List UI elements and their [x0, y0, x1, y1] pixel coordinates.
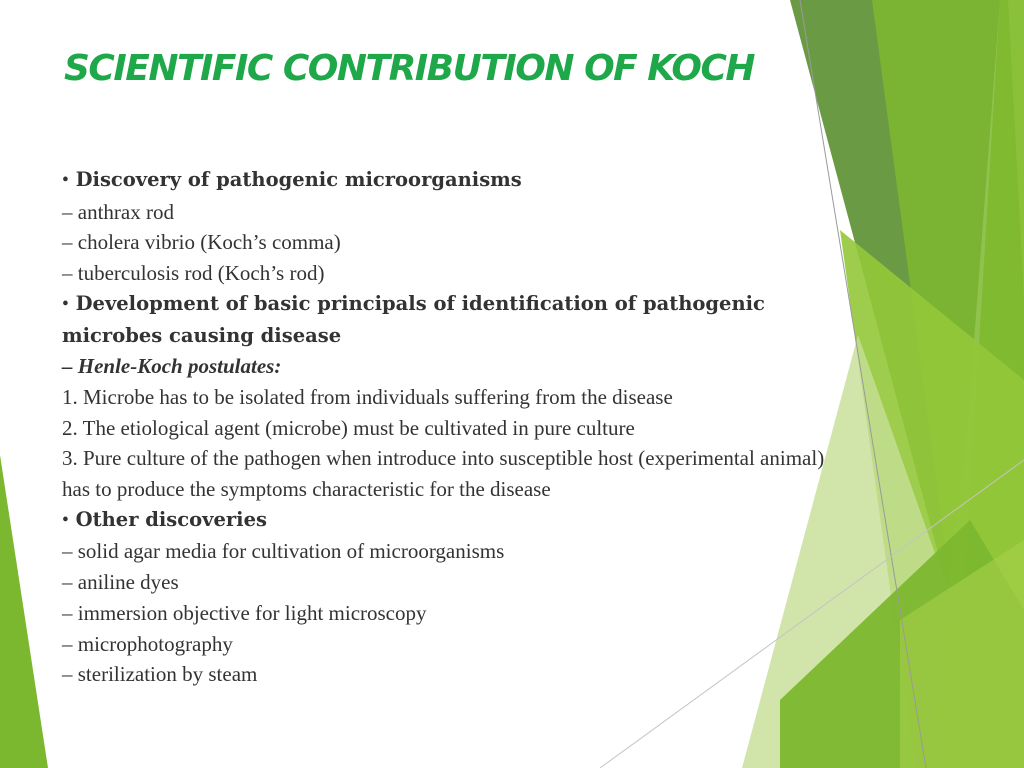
other-heading: Other discoveries — [75, 507, 267, 531]
postulates-heading: – Henle-Koch postulates: — [62, 354, 282, 379]
discovery-heading: Discovery of pathogenic microorganisms — [75, 168, 522, 191]
postulate-item: 3. Pure culture of the pathogen when introduce into susceptible host (experimental animal) has to produce the symptoms characteristic for the disease — [62, 446, 825, 502]
postulate-item: 1. Microbe has to be isolated from individuals suffering from the disease — [62, 384, 673, 409]
development-heading: Development of basic principals of identification of pathogenic microbes causing disease — [62, 291, 765, 347]
bullet-dot: • — [62, 170, 69, 191]
list-item: – microphotography — [62, 631, 233, 656]
list-item: – immersion objective for light microscopy — [62, 600, 427, 625]
decor-shape-bottom-left — [0, 455, 48, 768]
list-item: – solid agar media for cultivation of microorganisms — [62, 539, 505, 564]
list-item: – cholera vibrio (Koch’s comma) — [62, 230, 341, 255]
slide-title: SCIENTIFIC CONTRIBUTION OF KOCH — [64, 48, 755, 89]
list-item: – tuberculosis rod (Koch’s rod) — [62, 261, 325, 286]
bullet-heading-discovery — [62, 165, 832, 197]
list-item: – anthrax rod — [62, 199, 174, 224]
postulate-item: 2. The etiological agent (microbe) must be cultivated in pure culture — [62, 415, 635, 440]
bullet-heading-development — [62, 289, 832, 351]
list-item: – aniline dyes — [62, 570, 179, 595]
list-item: – sterilization by steam — [62, 662, 258, 687]
bullet-heading-other — [62, 505, 832, 537]
bullet-dot: • — [62, 293, 69, 315]
slide-body — [62, 165, 832, 690]
bullet-dot: • — [62, 509, 69, 531]
